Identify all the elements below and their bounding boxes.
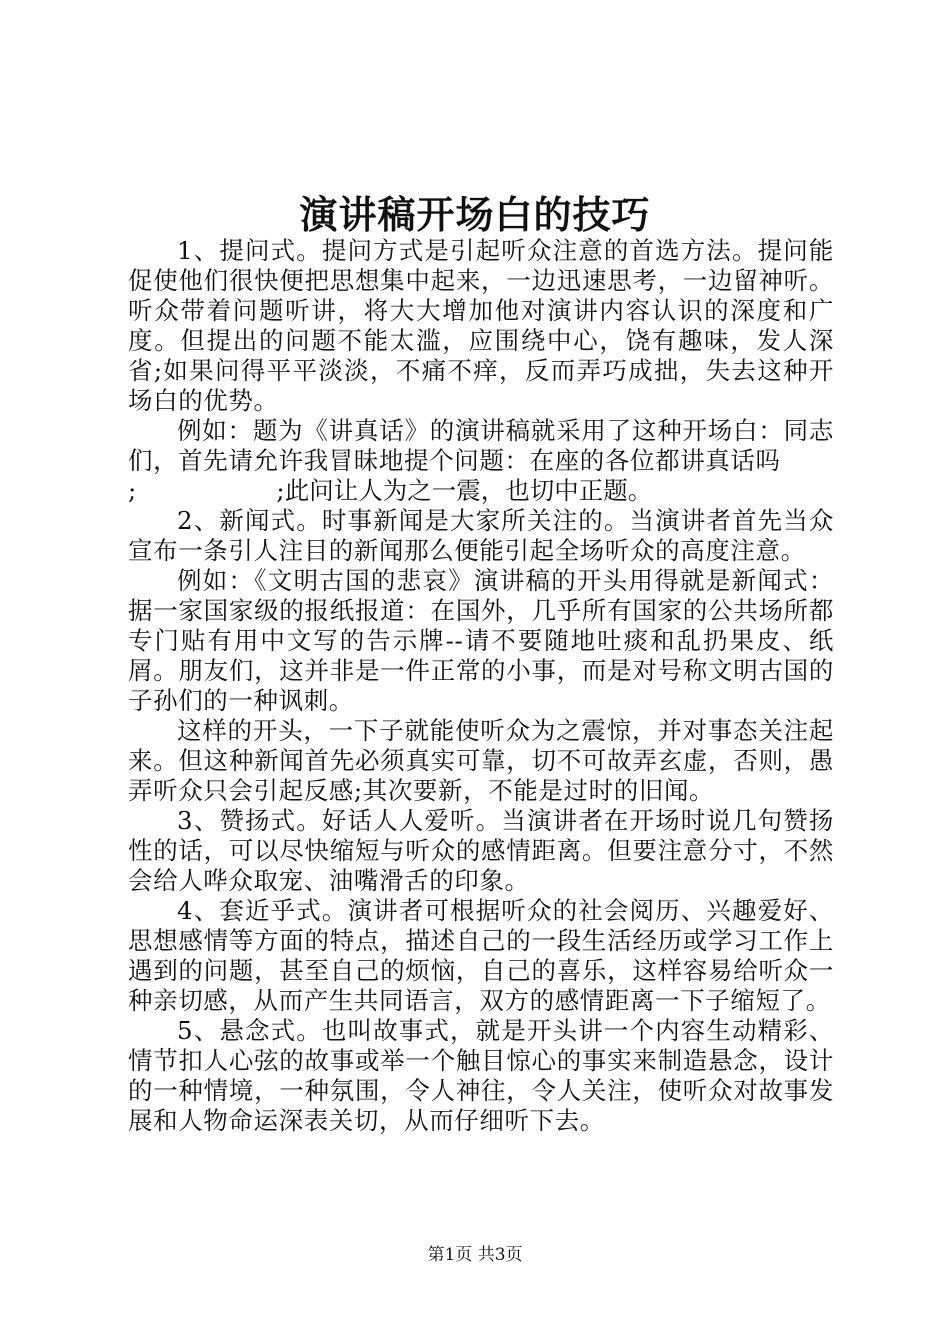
paragraph-questioning: 1、提问式。提问方式是引起听众注意的首选方法。提问能促使他们很快便把思想集中起来，一边迅速思考，一边留神听。听众带着问题听讲，将大大增加他对演讲内容认识的深度和广度。但提出的问题不能太滥，应围绕中心，饶有趣味，发人深省;如果问得平平淡淡，不痛不痒，反而弄巧成拙，失去这种开场白的优势。 xyxy=(128,236,834,415)
document-title: 演讲稿开场白的技巧 xyxy=(299,192,651,237)
paragraph-questioning-example-tail: ; ;此问让人为之一震，也切中正题。 xyxy=(128,476,653,505)
paragraph-news: 2、新闻式。时事新闻是大家所关注的。当演讲者首先当众宣布一条引人注目的新闻那么便能引起全场听众的高度注意。 xyxy=(128,506,834,565)
paragraph-news-example: 例如：《文明古国的悲哀》演讲稿的开头用得就是新闻式：据一家国家级的报纸报道：在国外，几乎所有国家的公共场所都专门贴有用中文写的告示牌--请不要随地吐痰和乱扔果皮、纸屑。朋友们，这并非是一件正常的小事，而是对号称文明古国的子孙们的一种讽刺。 xyxy=(128,566,834,715)
paragraph-questioning-example: 例如：题为《讲真话》的演讲稿就采用了这种开场白：同志们，首先请允许我冒昧地提个问题：在座的各位都讲真话吗 xyxy=(128,416,834,475)
paragraph-suspense: 5、悬念式。也叫故事式，就是开头讲一个内容生动精彩、情节扣人心弦的故事或举一个触目惊心的事实来制造悬念，设计的一种情境，一种氛围，令人神往，令人关注，使听众对故事发展和人物命运深表关切，从而仔细听下去。 xyxy=(128,1016,834,1135)
paragraph-praise: 3、赞扬式。好话人人爱听。当演讲者在开场时说几句赞扬性的话，可以尽快缩短与听众的感情距离。但要注意分寸，不然会给人哗众取宠、油嘴滑舌的印象。 xyxy=(128,806,834,895)
paragraph-rapport: 4、套近乎式。演讲者可根据听众的社会阅历、兴趣爱好、思想感情等方面的特点，描述自己的一段生活经历或学习工作上遇到的问题，甚至自己的烦恼，自己的喜乐，这样容易给听众一种亲切感，从而产生共同语言，双方的感情距离一下子缩短了。 xyxy=(128,896,834,1015)
page-number-footer: 第1页 共3页 xyxy=(427,1245,523,1265)
document-body xyxy=(128,236,834,1136)
paragraph-news-commentary: 这样的开头，一下子就能使听众为之震惊，并对事态关注起来。但这种新闻首先必须真实可靠，切不可故弄玄虚，否则，愚弄听众只会引起反感;其次要新，不能是过时的旧闻。 xyxy=(128,716,834,805)
